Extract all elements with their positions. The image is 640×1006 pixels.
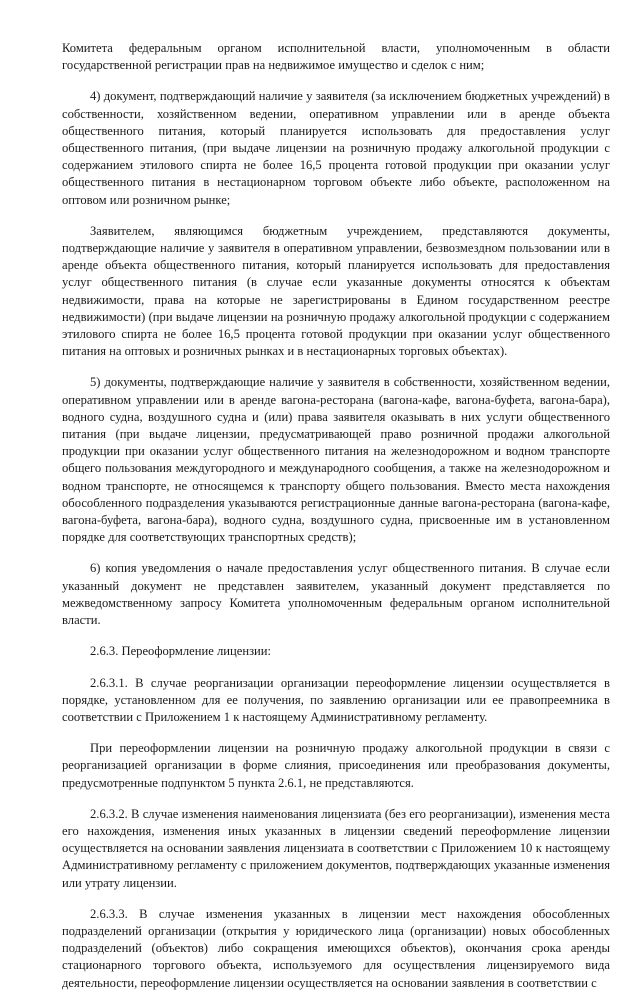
paragraph: 2.6.3.2. В случае изменения наименования лицензиата (без его реорганизации), изменения места его нахождения, изменения иных указанных в лицензии сведений переоформление лицензии осуществляется на основании заявления лицензиата в соответствии с Приложением 10 к настоящему Административному регламенту с приложением документов, подтверждающих указанные изменения или утрату лицензии. [62, 806, 610, 890]
paragraph: 6) копия уведомления о начале предоставления услуг общественного питания. В случае если указанный документ не представлен заявителем, указанный документ представляется по межведомственному запросу Комитета уполномоченным федеральным органом исполнительной власти. [62, 561, 610, 628]
paragraph: Комитета федеральным органом исполнительной власти, уполномоченным в области государственной регистрации прав на недвижимое имущество и сделок с ним; [62, 41, 610, 73]
paragraph: При переоформлении лицензии на розничную продажу алкогольной продукции в связи с реорганизацией организации в форме слияния, присоединения или преобразования документы, предусмотренные подпунктом 5 пункта 2.6.1, не представляются. [62, 741, 610, 790]
paragraph: Заявителем, являющимся бюджетным учреждением, представляются документы, подтверждающие наличие у заявителя в оперативном управлении, безвозмездном пользовании или в аренде объекта общественного питания, который планируется использовать для предоставления услуг общественного питания (в случае если указанные документы относятся к объектам недвижимости, права на которые не зарегистрированы в Едином государственном реестре недвижимости) (при выдаче лицензии на розничную продажу алкогольной продукции с содержанием этилового спирта не более 16,5 процента готовой продукции при оказании услуг общественного питания на оптовых и розничных рынках и в нестационарных торговых объектах). [62, 223, 610, 359]
section-heading: 2.6.3. Переоформление лицензии: [90, 644, 272, 659]
paragraph: 2.6.3.3. В случае изменения указанных в лицензии мест нахождения обособленных подразделений организации (открытия у юридического лица (организации) новых обособленных подразделений (объектов) либо сокращения имеющихся объектов), окончания срока аренды стационарного торгового объекта, используемого для осуществления лицензируемого вида деятельности, переоформление лицензии осуществляется на основании заявления в соответствии с [62, 906, 610, 990]
paragraph: 2.6.3.1. В случае реорганизации организации переоформление лицензии осуществляется в порядке, установленном для ее получения, по заявлению организации или ее правопреемника в соответствии с Приложением 1 к настоящему Административному регламенту. [62, 675, 610, 724]
paragraph: 5) документы, подтверждающие наличие у заявителя в собственности, хозяйственном ведении, оперативном управлении или в аренде вагона-ресторана (вагона-кафе, вагона-буфета, вагона-бара), водного судна, воздушного судна и (или) права заявителя оказывать в них услуги общественного питания (при выдаче лицензии, предусматривающей право розничной продажи алкогольной продукции при оказании услуг общественного питания на железнодорожном и водном транспорте общего пользования междугородного и международного сообщения, а также на железнодорожном и водном транспорте, не относящемся к транспорту общего пользования. Вместо места нахождения обособленного подразделения указываются регистрационные данные вагона-ресторана (вагона-кафе, вагона-буфета, вагона-бара), водного судна, воздушного судна, присвоенные им в установленном порядке для соответствующих транспортных средств); [62, 375, 610, 545]
paragraph: 4) документ, подтверждающий наличие у заявителя (за исключением бюджетных учреждений) в собственности, хозяйственном ведении, оперативном управлении или в аренде объекта общественного питания, который планируется использовать для предоставления услуг общественного питания, (при выдаче лицензии на розничную продажу алкогольной продукции с содержанием этилового спирта не более 16,5 процента готовой продукции при оказании услуг общественного питания в нестационарном торговом объекте либо объекте, расположенном на оптовом или розничном рынке; [62, 89, 610, 207]
document-body [62, 40, 610, 1006]
